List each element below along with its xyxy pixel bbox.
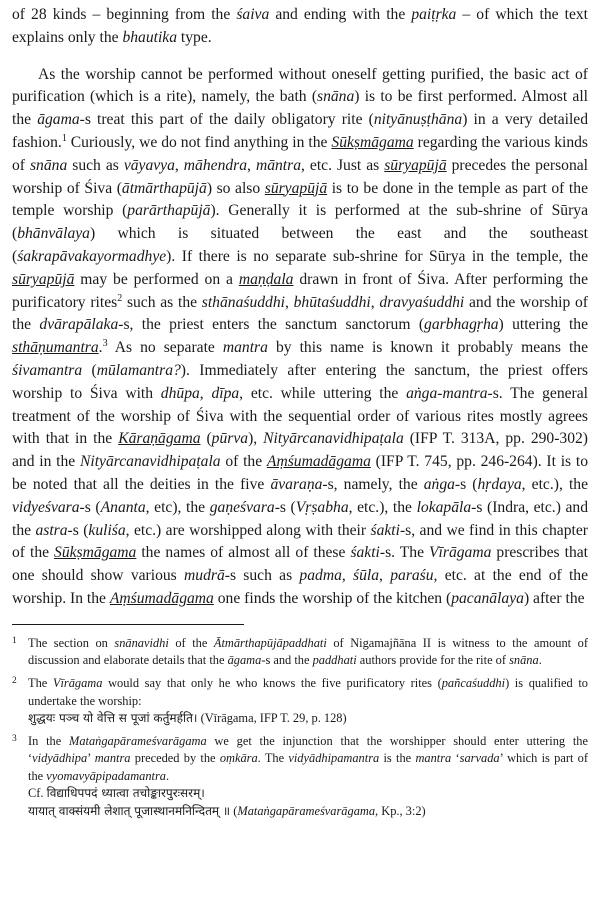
sanskrit-verse: विद्याधिपपदं ध्यात्वा तचोङ्कारपुरःसरम्। — [46, 786, 205, 801]
footnote-1 — [12, 635, 588, 670]
footnote-number: 2 — [12, 675, 17, 686]
footnote-2 — [12, 675, 588, 728]
footnotes — [12, 635, 588, 821]
sanskrit-verse: यायात् वाक्संयमी लेशात् पूजास्थानमनिन्दितम् ॥ — [28, 804, 231, 819]
paragraph-gap — [12, 50, 588, 64]
footnote-number: 1 — [12, 635, 17, 646]
footnote-verse-line — [28, 710, 588, 728]
footnote-verse-line — [28, 785, 588, 803]
continuation-paragraph: of 28 kinds – beginning from the śaiva and ending with the paiṭṛka – of which the text explains only the bhautika type. — [12, 6, 588, 46]
footnote-text: The Vīrāgama would say that only he who knows the five purificatory rites (pañcaśuddhi) is qualified to undertake the worship: — [28, 675, 588, 708]
body-paragraph: As the worship cannot be performed without oneself getting purified, the basic act of purification (which is a rite), namely, the bath (snāna) is to be first performed. Almost all the āgama-s treat this part of the daily obligatory rite (nityānuṣṭhāna) in a very detailed fashion.$^1$ Curiously, we do not find anything in the Sūkṣmāgama regarding the various kinds of snāna such as vāyavya, māhendra, māntra, etc. Just as sūryapūjā precedes the personal worship of Śiva (ātmārthapūjā) so also sūryapūjā is to be done in the temple as part of the temple worship (parārthapūjā). Generally it is performed at the sub-shrine of Sūrya (bhānvālaya) which is situated between the east and the southeast (śakrapāvakayormadhye). If there is no separate sub-shrine for Sūrya in the temple, the sūryapūjā may be performed on a maṇḍala drawn in front of Śiva. After performing the purificatory rites$^2$ such as the sthānaśuddhi, bhūtaśuddhi, dravyaśuddhi and the worship of the dvārapālaka-s, the priest enters the sanctum sanctorum (garbhagṛha) uttering the sthāṇumantra.$^3$ As no separate mantra by this name is known it probably means the śivamantra (mūlamantra?). Immediately after entering the sanctum, the priest offers worship to Śiva with dhūpa, dīpa, etc. while uttering the aṅga-mantra-s. The general treatment of the worship of Śiva with the sequential order of various rites mostly agrees with that in the Kāraṇāgama (pūrva), Nityārcanavidhipaṭala (IFP T. 313A, pp. 290-302) and in the Nityārcanavidhipaṭala of the Aṃśumadāgama (IFP T. 745, pp. 246-264). It is to be noted that all the deities in the five āvaraṇa-s, namely, the aṅga-s (hṛdaya, etc.), the vidyeśvara-s (Ananta, etc), the gaṇeśvara-s (Vṛṣabha, etc.), the lokapāla-s (Indra, etc.) and the astra-s (kuliśa, etc.) are worshipped along with their śakti-s, and we find in this chapter of the Sūkṣmāgama the names of almost all of these śakti-s. The Vīrāgama prescribes that one should show various mudrā-s such as padma, śūla, paraśu, etc. at the end of the worship. In the Aṃśumadāgama one finds the worship of the kitchen (pacanālaya) after the — [12, 65, 589, 607]
footnote-number: 3 — [12, 733, 17, 744]
verse-citation: (Vīrāgama, IFP T. 29, p. 128) — [200, 711, 347, 726]
sanskrit-verse: शुद्धयः पञ्च यो वेत्ति स पूजां कर्तुमर्हति। — [28, 711, 198, 726]
footnote-separator — [12, 624, 244, 625]
footnote-text: The section on snānavidhi of the Ātmārthapūjāpaddhati of Nigamajñāna II is witness to the amount of discussion and elaborate details that the āgama-s and the paddhati authors provide for the rite of snāna. — [28, 635, 588, 668]
verse-citation: (Mataṅgapārameśvarāgama, Kp., 3:2) — [233, 804, 426, 819]
cf-label: Cf. — [28, 786, 44, 801]
footnote-3 — [12, 733, 588, 821]
footnote-text: In the Mataṅgapārameśvarāgama we get the injunction that the worshipper should enter uttering the ‘vidyādhipa’ mantra preceded by the oṃkāra. The vidyādhipamantra is the mantra ‘sarvada’ which is part of the vyomavyāpipadamantra. — [28, 733, 589, 783]
footnote-verse-line — [28, 803, 588, 821]
